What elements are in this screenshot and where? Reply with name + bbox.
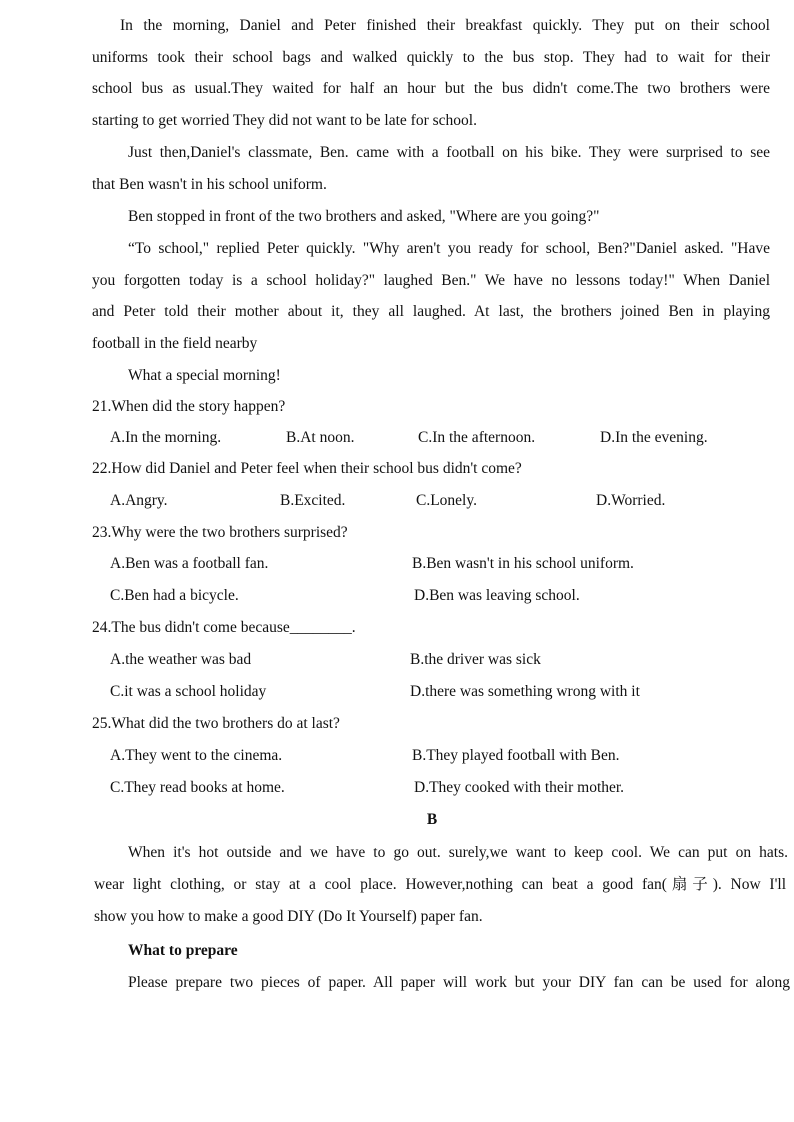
- passage-line: Please prepare two pieces of paper. All paper will work but your DIY fan can be used for along: [128, 974, 790, 991]
- passage-line: school bus as usual.They waited for half an hour but the bus didn't come.The two brothers were: [92, 80, 770, 97]
- option-c: C.In the afternoon.: [418, 429, 536, 446]
- option-b: B.They played football with Ben.: [412, 747, 620, 764]
- option-c: C.Lonely.: [416, 492, 477, 509]
- question-stem: 23.Why were the two brothers surprised?: [92, 524, 348, 541]
- option-b: B.the driver was sick: [410, 651, 541, 668]
- passage-line: uniforms took their school bags and walked quickly to the bus stop. They had to wait for their: [92, 49, 770, 66]
- question-stem: 22.How did Daniel and Peter feel when their school bus didn't come?: [92, 460, 522, 477]
- option-c: C.it was a school holiday: [110, 683, 267, 700]
- option-c: C.Ben had a bicycle.: [110, 587, 239, 604]
- option-a: A.In the morning.: [110, 429, 222, 446]
- option-d: D.there was something wrong with it: [410, 683, 640, 700]
- passage-line: starting to get worried They did not want to be late for school.: [92, 112, 477, 129]
- option-d: D.Worried.: [596, 492, 666, 509]
- option-a: A.the weather was bad: [110, 651, 252, 668]
- section-subheading: What to prepare: [128, 942, 238, 959]
- option-b: B.Ben wasn't in his school uniform.: [412, 555, 634, 572]
- option-d: D.They cooked with their mother.: [414, 779, 625, 796]
- passage-line: In the morning, Daniel and Peter finished their breakfast quickly. They put on their school: [120, 17, 770, 34]
- passage-line: “To school," replied Peter quickly. "Why aren't you ready for school, Ben?"Daniel asked. "Have: [128, 240, 770, 257]
- passage-line: you forgotten today is a school holiday?" laughed Ben." We have no lessons today!" When Daniel: [92, 272, 770, 289]
- passage-line: Ben stopped in front of the two brothers and asked, "Where are you going?": [128, 208, 600, 225]
- passage-line: show you how to make a good DIY (Do It Yourself) paper fan.: [94, 908, 483, 925]
- question-stem: 21.When did the story happen?: [92, 398, 286, 415]
- option-d: D.In the evening.: [600, 429, 708, 446]
- passage-line: When it's hot outside and we have to go out. surely,we want to keep cool. We can put on hats.: [128, 844, 788, 861]
- passage-line: wear light clothing, or stay at a cool place. However,nothing can beat a good fan(扇子). Now I'll: [94, 876, 786, 893]
- passage-line: and Peter told their mother about it, they all laughed. At last, the brothers joined Ben in playing: [92, 303, 770, 320]
- option-d: D.Ben was leaving school.: [414, 587, 580, 604]
- option-c: C.They read books at home.: [110, 779, 285, 796]
- passage-line: Just then,Daniel's classmate, Ben. came with a football on his bike. They were surprised to see: [128, 144, 770, 161]
- passage-line: What a special morning!: [128, 367, 281, 384]
- question-stem: 24.The bus didn't come because________.: [92, 619, 356, 636]
- passage-line: that Ben wasn't in his school uniform.: [92, 176, 327, 193]
- section-heading: B: [426, 811, 438, 828]
- option-a: A.They went to the cinema.: [110, 747, 283, 764]
- option-a: A.Angry.: [110, 492, 168, 509]
- question-stem: 25.What did the two brothers do at last?: [92, 715, 340, 732]
- passage-line: football in the field nearby: [92, 335, 258, 352]
- option-a: A.Ben was a football fan.: [110, 555, 269, 572]
- option-b: B.Excited.: [280, 492, 346, 509]
- option-b: B.At noon.: [286, 429, 355, 446]
